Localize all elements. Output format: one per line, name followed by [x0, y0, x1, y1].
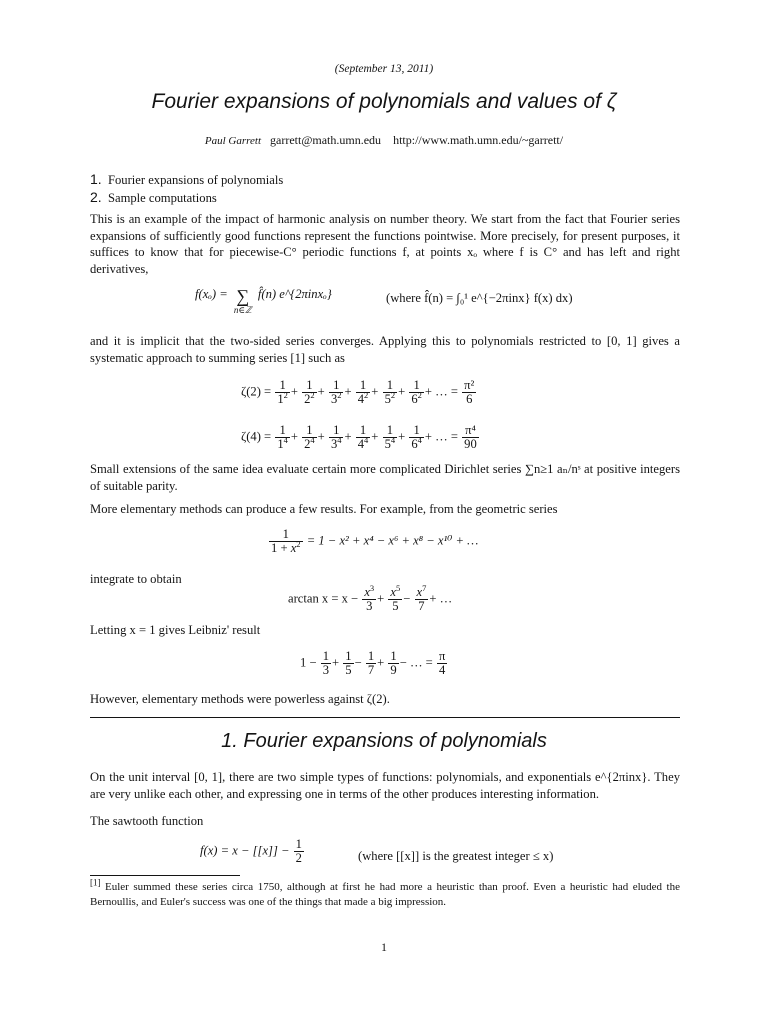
- zeta-4-result-den: 90: [464, 437, 477, 451]
- fourier-rhs: f̂(n) e^{2πinxₒ}: [257, 287, 332, 301]
- author-email[interactable]: garrett@math.umn.edu: [270, 133, 382, 147]
- toc-item[interactable]: [90, 189, 283, 207]
- footnote-marker: [1]: [90, 877, 101, 888]
- zeta-4-lhs: ζ(4) =: [241, 429, 272, 444]
- sawtooth-equation: f(x) = x − [[x]] − $\frac{1}{2}$: [200, 837, 302, 865]
- intro-paragraph-4: More elementary methods can produce a few results. For example, from the geometric series: [90, 502, 558, 516]
- toc-item[interactable]: [90, 171, 283, 189]
- zeta-2-lhs: ζ(2) =: [241, 384, 272, 399]
- leibniz-result-den: 4: [438, 663, 446, 677]
- leibniz-result-num: π: [438, 649, 446, 663]
- toc-item-label: Sample computations: [107, 190, 217, 205]
- arctan-lhs: arctan x = x −: [288, 591, 359, 606]
- zeta-2-result-num: π²: [464, 378, 475, 392]
- toc-item-number: 1.: [90, 171, 102, 187]
- arctan-equation: arctan x = x − $\frac{x^3}{3}$ + $\frac{x^5}{5}$ − $\frac{x^7}{7}$ + …: [288, 582, 453, 613]
- intro-paragraph-1: This is an example of the impact of harmonic analysis on number theory. We start from the fact that Fourier series expansions of sufficiently good functions represent the functions pointwise. More precisely, for present purposes, it suffices to know that for piecewise-C° periodic functions f, at points xₒ where f is C° and has left and right derivatives,: [90, 212, 680, 276]
- footnote-text: Euler summed these series circa 1750, although at first he had more a heuristic than proof. Even a heuristic had eluded the Bernoullis, and Euler's success was one of the things that made a big impression.: [90, 881, 680, 908]
- sum-symbol: ∑: [236, 286, 250, 306]
- fourier-series-equation: [195, 287, 332, 315]
- toc-item-number: 2.: [90, 188, 102, 205]
- sawtooth-lhs: f(x) = x − [[x]] −: [200, 843, 290, 858]
- intro-paragraph-2: and it is implicit that the two-sided series converges. Applying this to polynomials restricted to [0, 1] gives a systematic approach to summing series [1] such as: [90, 334, 680, 365]
- sawtooth-definition: (where [[x]] is the greatest integer ≤ x): [358, 849, 554, 863]
- zeta-2-equation: ζ(2) = $\frac{1}{1^2}$ + $\frac{1}{2^2}$ + $\frac{1}{3^2}$ + $\frac{1}{4^2}$ + $\frac{1}{5^2}$ + $\frac{1}{6^2}$ + … = $\frac{\text{π²}}{6}$: [241, 378, 475, 406]
- zeta-4-result-num: π⁴: [462, 424, 479, 438]
- paper-title: Fourier expansions of polynomials and values of ζ: [151, 90, 617, 113]
- sum-index: n∈ℤ: [233, 305, 252, 315]
- intro-paragraph-3: Small extensions of the same idea evaluate certain more complicated Dirichlet series ∑n≥1 aₙ/nˢ at positive integers of suitable parity.: [90, 462, 680, 493]
- intro-paragraph-5: integrate to obtain: [90, 572, 182, 586]
- zeta-2-result-den: 6: [466, 392, 473, 406]
- toc-item-label: Fourier expansions of polynomials: [107, 173, 284, 187]
- geometric-rhs: = 1 − x² + x⁴ − x⁶ + x⁸ − x¹⁰ + …: [306, 533, 479, 548]
- leibniz-equation: 1 − $\frac{1}{3}$ + $\frac{1}{5}$ − $\frac{1}{7}$ + $\frac{1}{9}$ − … = $\frac{\pi}{4}$: [300, 649, 446, 677]
- section-1-paragraph-1: On the unit interval [0, 1], there are two simple types of functions: polynomials, and exponentials e^{2πinx}. They are very unlike each other, and expressing one in terms of the other produces interesting information.: [90, 770, 680, 801]
- zeta-4-equation: ζ(4) = $\frac{1}{1^4}$ + $\frac{1}{2^4}$ + $\frac{1}{3^4}$ + $\frac{1}{4^4}$ + $\frac{1}{5^4}$ + $\frac{1}{6^4}$ + … = $\frac{\text{π⁴}}{90}$: [241, 423, 477, 451]
- author-line: [0, 133, 768, 148]
- author-url[interactable]: http://www.math.umn.edu/~garrett/: [393, 133, 564, 147]
- section-divider: [90, 717, 680, 718]
- page-number: 1: [381, 940, 387, 954]
- section-1-paragraph-2: The sawtooth function: [90, 814, 204, 828]
- intro-paragraph-6: Letting x = 1 gives Leibniz' result: [90, 623, 261, 637]
- fourier-coefficient-definition: (where f̂(n) = ∫₀¹ e^{−2πinx} f(x) dx): [386, 291, 573, 305]
- date-line: (September 13, 2011): [334, 63, 434, 75]
- footnote: [90, 877, 680, 910]
- footnote-divider: [90, 875, 240, 876]
- toc-list: [90, 171, 283, 206]
- fourier-lhs: f(xₒ) =: [195, 287, 228, 301]
- section-heading: 1. Fourier expansions of polynomials: [221, 730, 547, 752]
- intro-paragraph-7: However, elementary methods were powerless against ζ(2).: [90, 692, 390, 706]
- author-name: Paul Garrett: [204, 135, 262, 147]
- geometric-series-equation: $\frac{1}{1 + x^2}$ = 1 − x² + x⁴ − x⁶ + x⁸ − x¹⁰ + …: [271, 527, 479, 555]
